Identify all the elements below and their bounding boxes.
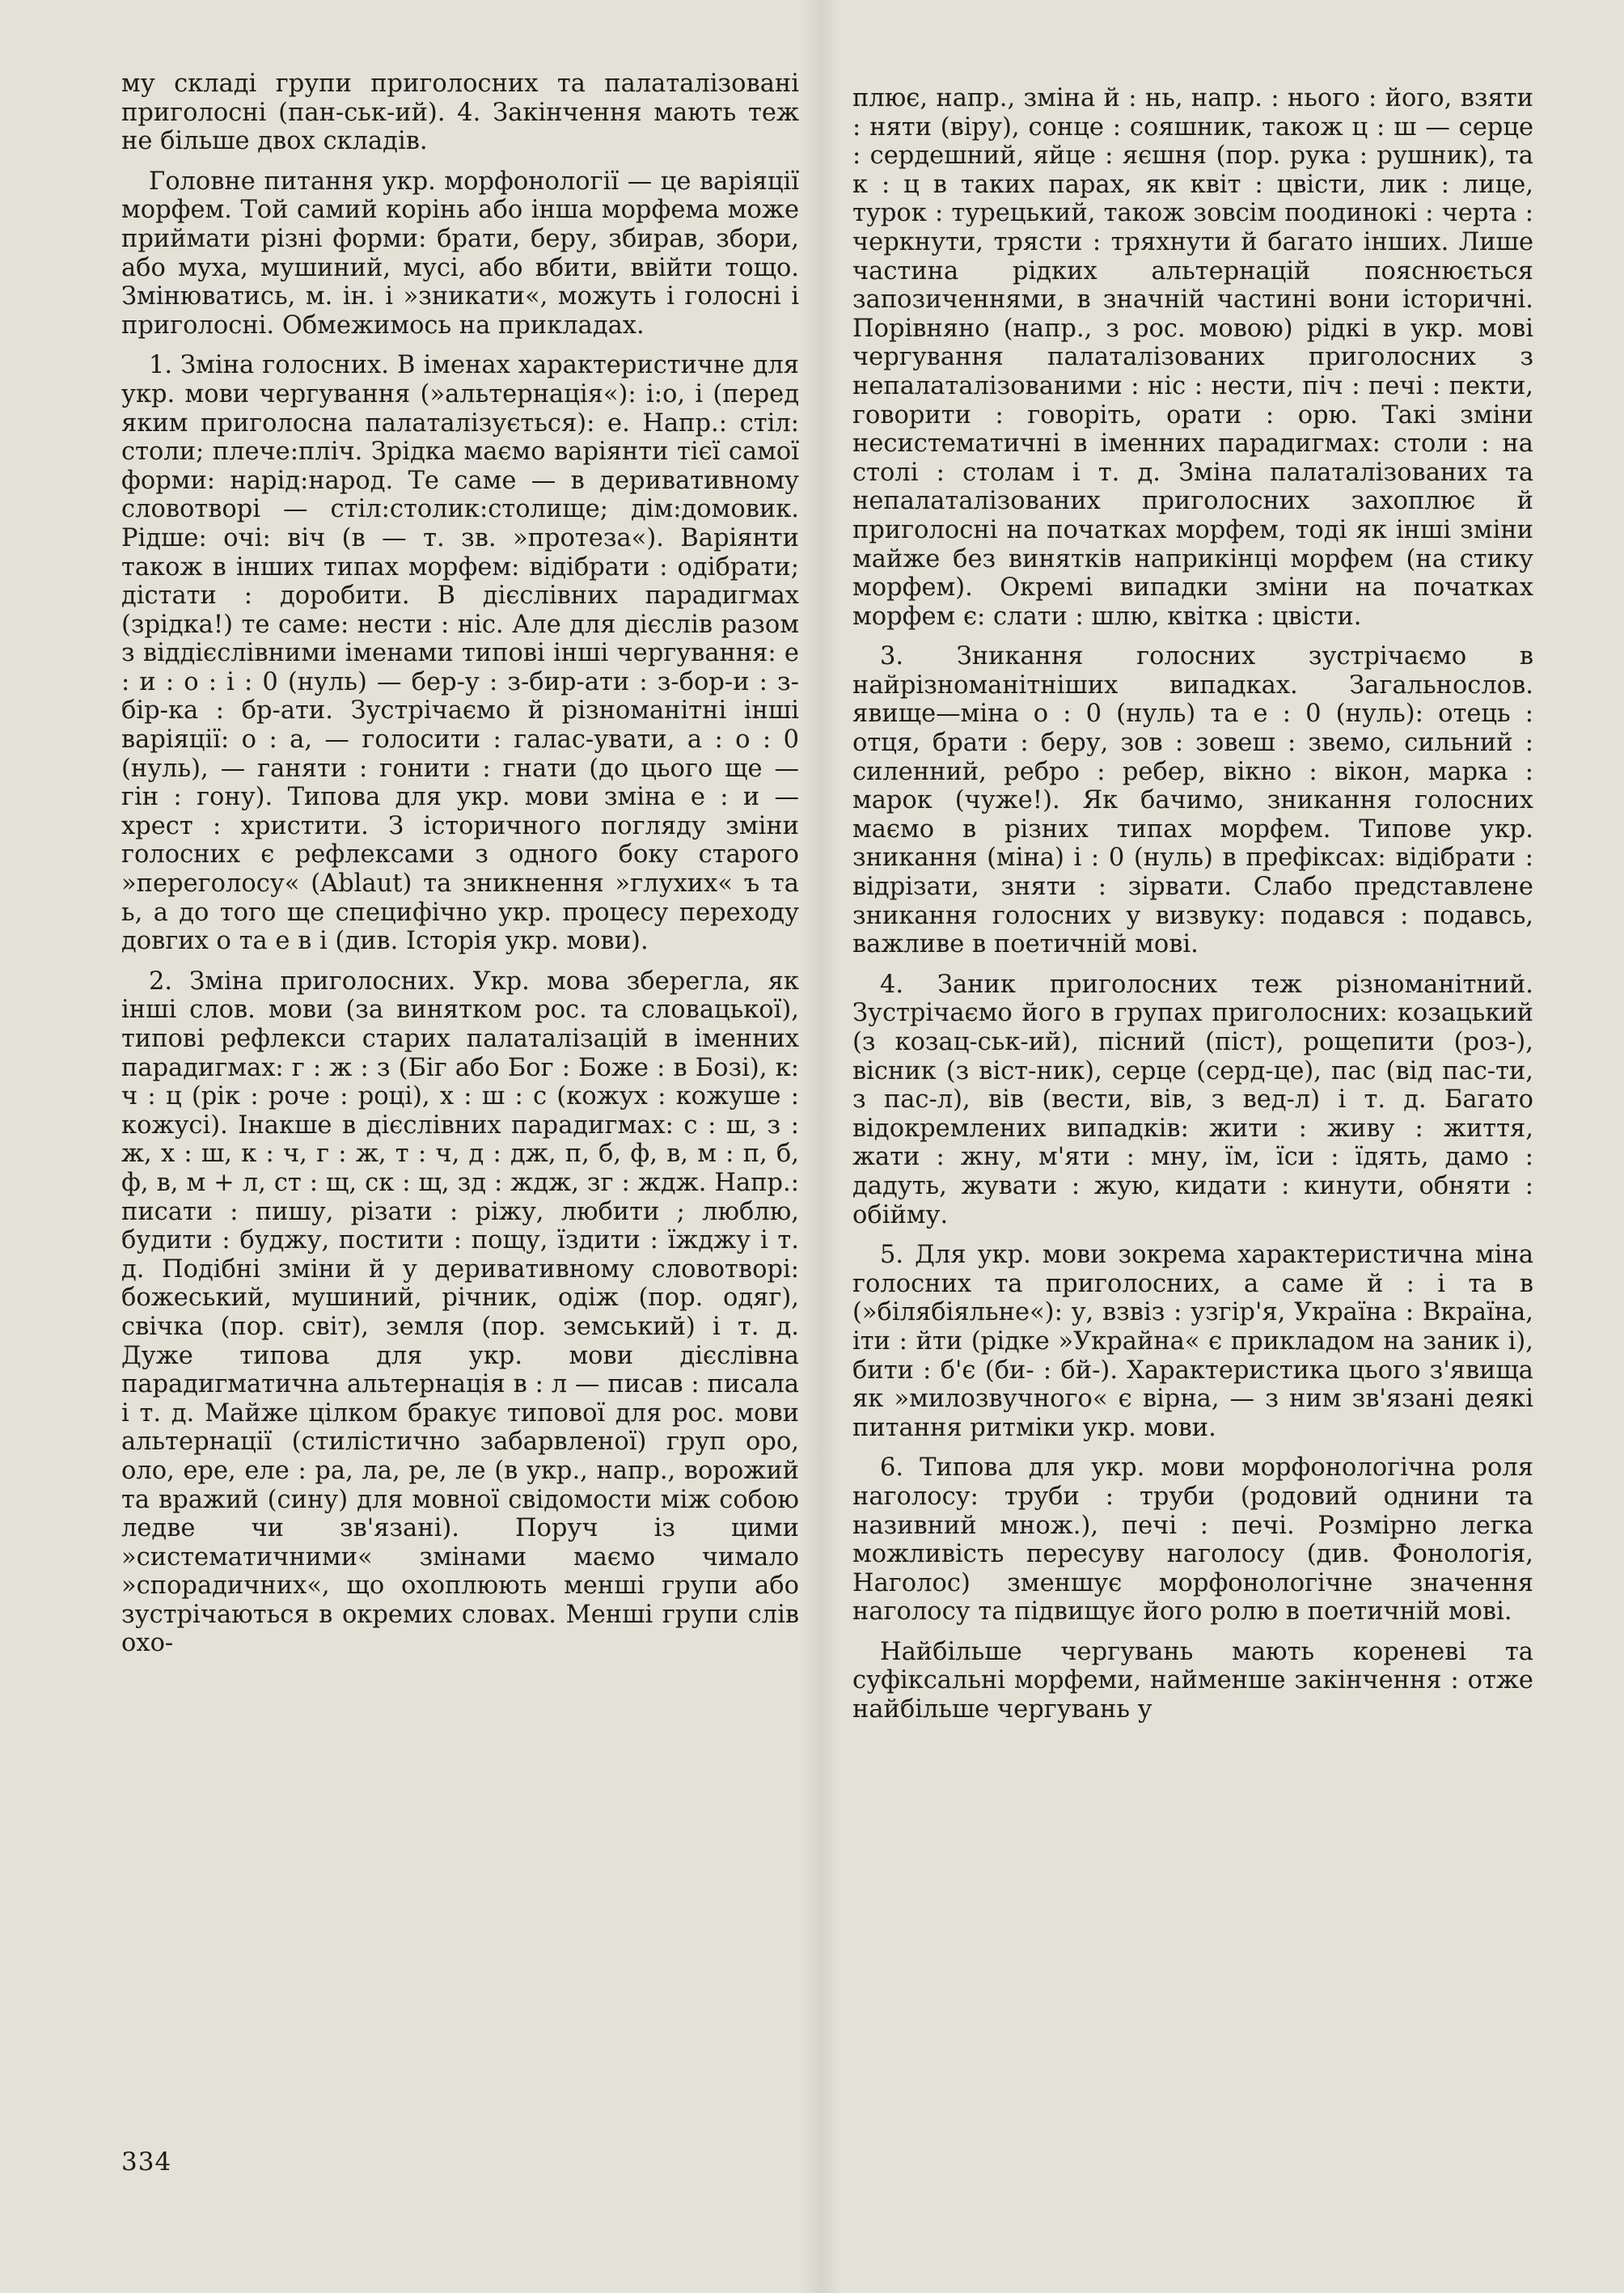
paragraph: Головне питання укр. морфонології — це варіяції морфем. Той самий корінь або інша морфема може приймати різні форми: брати, беру, збирав, збори, або муха, мушиний, мусі, або вбити, ввійти тощо. Змінюватись, м. ін. і »зникати«, можуть і голосні і приголосні. Обмежимось на прикладах. [121, 167, 799, 340]
paragraph: 1. Зміна голосних. В іменах характеристичне для укр. мови чергування (»альтернація«): і:о, і (перед яким приголосна палаталізується): е. Напр.: стіл: столи; плече:пліч. Зрідка маємо варіянти тієї самої форми: нарід:народ. Те саме — в деривативному словотворі — стіл:столик:столище; дім:домовик. Рідше: очі: віч (в — т. зв. »протеза«). Варіянти також в інших типах морфем: відібрати : одібрати; дістати : доробити. В дієслівних парадигмах (зрідка!) те саме: нести : ніс. Але для дієслів разом з віддієслівними іменами типові інші чергування: е : и : о : і : 0 (нуль) — бер-у : з-бир-ати : з-бор-и : з-бір-ка : бр-ати. Зустрічаємо й різноманітні інші варіяції: о : а, — голосити : галас-увати, а : о : 0 (нуль), — ганяти : гонити : гнати (до цього ще — гін : гону). Типова для укр. мови зміна е : и — хрест : христити. З історичного погляду зміни голосних є рефлексами з одного боку старого »переголосу« (Ablaut) та зникнення »глухих« ъ та ь, а до того ще специфічно укр. процесу переходу довгих о та е в і (див. Історія укр. мови). [121, 351, 799, 956]
paragraph: Найбільше чергувань мають кореневі та суфіксальні морфеми, найменше закінчення : отже найбільше чергувань у [852, 1637, 1533, 1724]
right-column [852, 84, 1533, 1736]
left-column [121, 70, 799, 1669]
paragraph: 5. Для укр. мови зокрема характеристична міна голосних та приголосних, а саме й : і та в (»білябіяльне«): у, взвіз : узгір'я, Україна : Вкраїна, іти : йти (рідке »Украйна« є прикладом на заник і), бити : б'є (би- : бй-). Характеристика цього з'явища як »милозвучного« є вірна, — з ним зв'язані деякі питання ритміки укр. мови. [852, 1241, 1533, 1442]
paragraph: 3. Зникання голосних зустрічаємо в найрізноманітніших випадках. Загальнослов. явище—міна о : 0 (нуль) та е : 0 (нуль): отець : отця, брати : беру, зов : зовеш : звемо, сильний : силенний, ребро : ребер, вікно : вікон, марка : марок (чуже!). Як бачимо, зникання голосних маємо в різних типах морфем. Типове укр. зникання (міна) і : 0 (нуль) в префіксах: відібрати : відрізати, зняти : зірвати. Слабо представлене зникання голосних у визвуку: подався : подавсь, важливе в поетичній мові. [852, 642, 1533, 959]
paragraph: му складі групи приголосних та палаталізовані приголосні (пан-ськ-ий). 4. Закінчення мають теж не більше двох складів. [121, 70, 799, 156]
page-fold-shadow [801, 0, 841, 2293]
paragraph: 4. Заник приголосних теж різноманітний. Зустрічаємо його в групах приголосних: козацький (з козац-ськ-ий), пісний (піст), рощепити (роз-), вісник (з віст-ник), серце (серд-це), пас (від пас-ти, з пас-л), вів (вести, вів, з вед-л) і т. д. Багато відокремлених випадків: жити : живу : життя, жати : жну, м'яти : мну, їм, їси : їдять, дамо : дадуть, жувати : жую, кидати : кинути, обняти : обійму. [852, 970, 1533, 1229]
paragraph: плює, напр., зміна й : нь, напр. : нього : його, взяти : няти (віру), сонце : сояшник, також ц : ш — серце : сердешний, яйце : яєшня (пор. рука : рушник), та к : ц в таких парах, як квіт : цвісти, лик : лице, турок : турецький, також зовсім поодинокі : черта : черкнути, трясти : тряхнути й багато інших. Лише частина рідких альтернацій пояснюється запозиченнями, в значній частині вони історичні. Порівняно (напр., з рос. мовою) рідкі в укр. мові чергування палаталізованих приголосних з непалаталізованими : ніс : нести, піч : печі : пекти, говорити : говоріть, орати : орю. Такі зміни несистематичні в іменних парадигмах: столи : на столі : столам і т. д. Зміна палаталізованих та непалаталізованих приголосних захоплює й приголосні на початках морфем, тоді як інші зміни майже без винятків наприкінці морфем (на стику морфем). Окремі випадки зміни на початках морфем є: слати : шлю, квітка : цвісти. [852, 84, 1533, 631]
page-number: 334 [121, 2147, 172, 2177]
paragraph: 6. Типова для укр. мови морфонологічна роля наголосу: труби : труби (родовий однини та називний множ.), печі : печі. Розмірно легка можливість пересуву наголосу (див. Фонологія, Наголос) зменшує морфонологічне значення наголосу та підвищує його ролю в поетичній мові. [852, 1453, 1533, 1627]
paragraph: 2. Зміна приголосних. Укр. мова зберегла, як інші слов. мови (за винятком рос. та словацької), типові рефлекси старих палаталізацій в іменних парадигмах: г : ж : з (Біг або Бог : Боже : в Бозі), к: ч : ц (рік : роче : році), х : ш : с (кожух : кожуше : кожусі). Інакше в дієслівних парадигмах: с : ш, з : ж, х : ш, к : ч, г : ж, т : ч, д : дж, п, б, ф, в, м : п, б, ф, в, м + л, ст : щ, ск : щ, зд : ждж, зг : ждж. Напр.: писати : пишу, різати : ріжу, любити ; люблю, будити : буджу, постити : пощу, їздити : їжджу і т. д. Подібні зміни й у деривативному словотворі: божеський, мушиний, річник, одіж (пор. одяг), свічка (пор. світ), земля (пор. земський) і т. д. Дуже типова для укр. мови дієслівна парадигматична альтернація в : л — писав : писала і т. д. Майже цілком бракує типової для рос. мови альтернації (стилістично забарвленої) груп оро, оло, ере, еле : ра, ла, ре, ле (в укр., напр., ворожий та вражий (сину) для мовної свідомости між собою ледве чи зв'язані). Поруч із цими »систематичними« змінами маємо чимало »спорадичних«, що охоплюють менші групи або зустрічаються в окремих словах. Менші групи слів охо- [121, 967, 799, 1658]
